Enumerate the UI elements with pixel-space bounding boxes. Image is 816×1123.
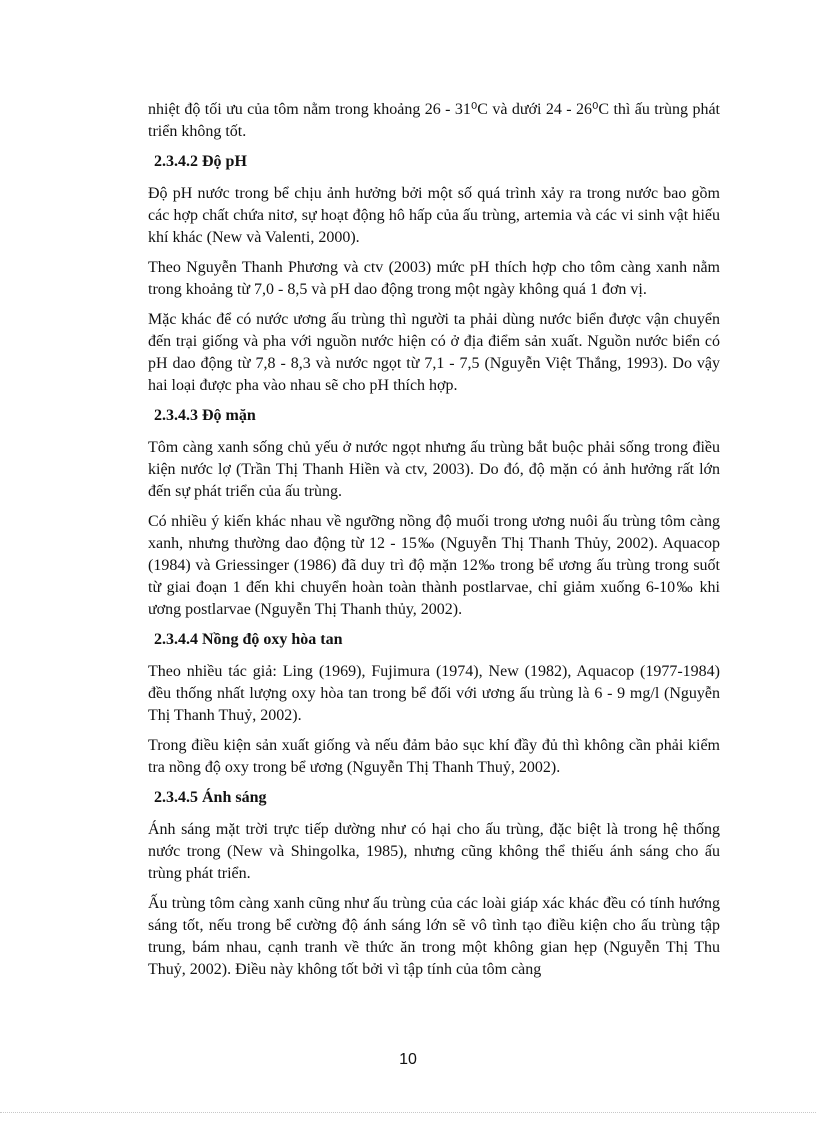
paragraph-temperature-end: nhiệt độ tối ưu của tôm nằm trong khoảng 26 - 31⁰C và dưới 24 - 26⁰C thì ấu trùng phát triển không tốt. [148,101,720,140]
paragraph-ph-range: Theo Nguyễn Thanh Phương và ctv (2003) mức pH thích hợp cho tôm càng xanh nằm trong khoảng từ 7,0 - 8,5 và pH dao động trong một ngày không quá 1 đơn vị. [148,259,720,298]
heading-dissolved-oxygen: 2.3.4.4 Nồng độ oxy hòa tan [154,631,343,648]
paragraph-light-sunlight: Ánh sáng mặt trời trực tiếp dường như có hại cho ấu trùng, đặc biệt là trong hệ thống nước trong (New và Shingolka, 1985), nhưng cũng không thể thiếu ánh sáng cho ấu trùng phát triển. [148,821,720,882]
paragraph-ph-seawater: Mặc khác để có nước ương ấu trùng thì người ta phải dùng nước biển được vận chuyển đến trại giống và pha với nguồn nước hiện có ở địa điểm sản xuất. Nguồn nước biển có pH dao động từ 7,8 - 8,3 và nước ngọt từ 7,1 - 7,5 (Nguyễn Việt Thắng, 1993). Do vậy hai loại được pha vào nhau sẽ cho pH thích hợp. [148,311,720,394]
paragraph-oxygen-authors: Theo nhiều tác giả: Ling (1969), Fujimura (1974), New (1982), Aquacop (1977-1984) đều thống nhất lượng oxy hòa tan trong bể đối với ương ấu trùng là 6 - 9 mg/l (Nguyễn Thị Thanh Thuỷ, 2002). [148,663,720,724]
heading-light: 2.3.4.5 Ánh sáng [154,789,267,806]
page-number: 10 [399,1051,417,1068]
paragraph-ph-intro: Độ pH nước trong bể chịu ảnh hưởng bởi một số quá trình xảy ra trong nước bao gồm các hợp chất chứa nitơ, sự hoạt động hô hấp của ấu trùng, artemia và các vi sinh vật hiếu khí khác (New và Valenti, 2000). [148,185,720,246]
page-content [148,99,720,989]
heading-salinity: 2.3.4.3 Độ mặn [154,407,256,424]
paragraph-light-phototaxis: Ấu trùng tôm càng xanh cũng như ấu trùng của các loài giáp xác khác đều có tính hướng sáng tốt, nếu trong bể cường độ ánh sáng lớn sẽ vô tình tạo điều kiện cho ấu trùng tập trung, bám nhau, cạnh tranh về thức ăn trong một không gian hẹp (Nguyễn Thị Thu Thuỷ, 2002). Điều này không tốt bởi vì tập tính của tôm càng [148,895,720,978]
page-bottom-edge [0,1112,816,1113]
paragraph-salinity-intro: Tôm càng xanh sống chủ yếu ở nước ngọt nhưng ấu trùng bắt buộc phải sống trong điều kiện nước lợ (Trần Thị Thanh Hiền và ctv, 2003). Do đó, độ mặn có ảnh hưởng rất lớn đến sự phát triển của ấu trùng. [148,439,720,500]
paragraph-oxygen-aeration: Trong điều kiện sản xuất giống và nếu đảm bảo sục khí đầy đủ thì không cần phải kiểm tra nồng độ oxy trong bể ương (Nguyễn Thị Thanh Thuỷ, 2002). [148,737,720,776]
heading-ph: 2.3.4.2 Độ pH [154,153,247,170]
paragraph-salinity-threshold: Có nhiều ý kiến khác nhau về ngưỡng nồng độ muối trong ương nuôi ấu trùng tôm càng xanh, nhưng thường dao động từ 12 - 15‰ (Nguyễn Thị Thanh Thủy, 2002). Aquacop (1984) và Griessinger (1986) đã duy trì độ mặn 12‰ trong bể ương ấu trùng trong suốt từ giai đoạn 1 đến khi chuyển hoàn toàn thành postlarvae, chỉ giảm xuống 6-10‰ khi ương postlarvae (Nguyễn Thị Thanh thủy, 2002). [148,513,720,618]
